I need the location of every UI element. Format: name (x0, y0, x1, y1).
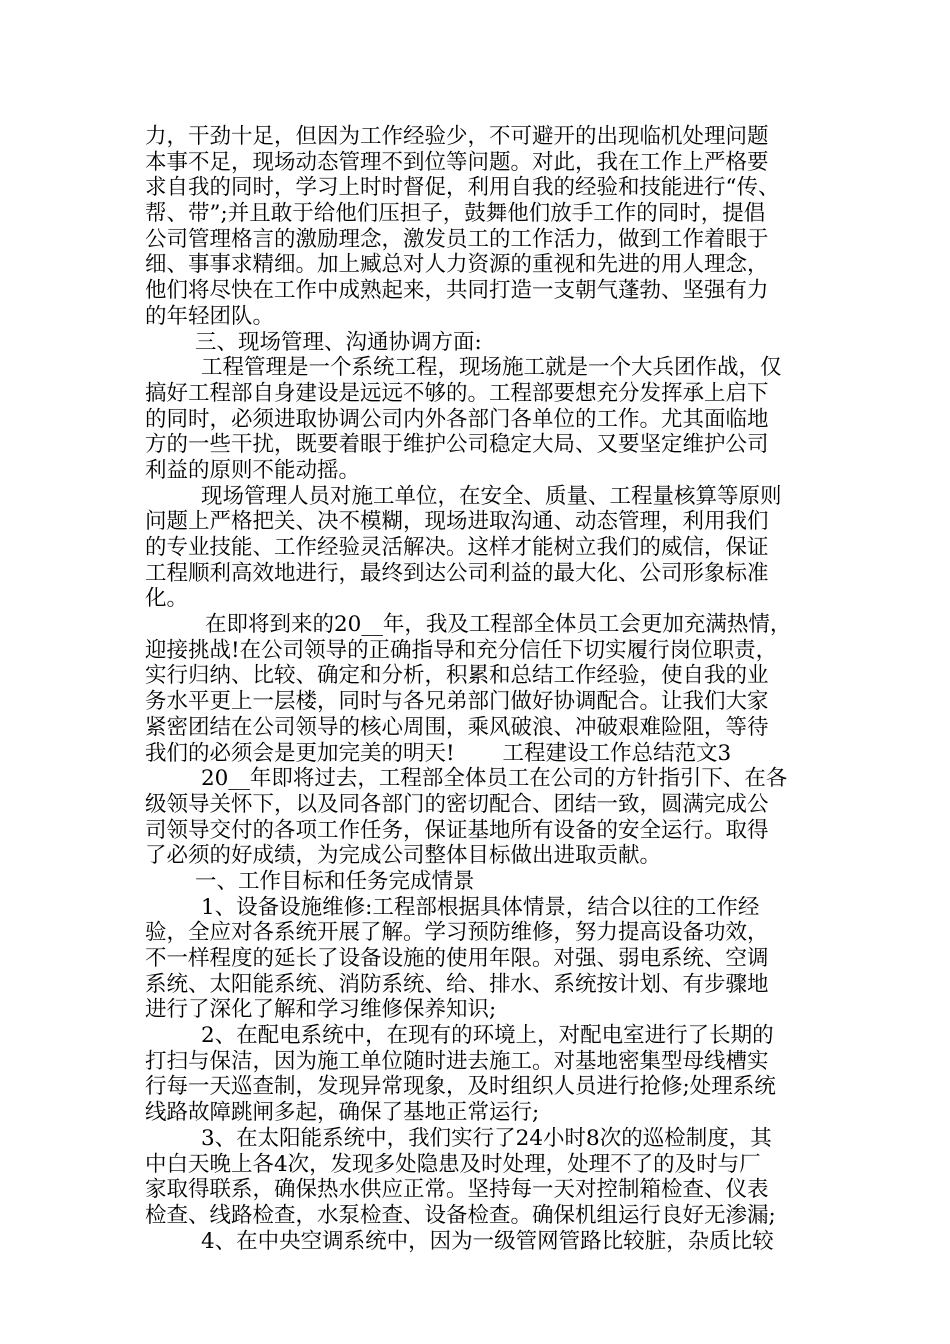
text-line: 打扫与保洁，因为施工单位随时进去施工。对基地密集型母线槽实 (145, 1048, 769, 1074)
text-line: 问题上严格把关、决不模糊，现场进取沟通、动态管理，利用我们 (145, 509, 769, 535)
text-line-content: 4、在中央空调系统中，因为一级管网管路比较脏，杂质比较 (201, 1228, 774, 1254)
text-line: 求自我的同时，学习上时时督促，利用自我的经验和技能进行“传、 (145, 175, 780, 201)
text-line-content: 现场管理人员对施工单位，在安全、质量、工程量核算等原则 (201, 483, 782, 509)
text-line: 力，干劲十足，但因为工作经验少，不可避开的出现临机处理问题 (145, 124, 769, 149)
text-line: 了必须的好成绩，为完成公司整体目标做出进取贡献。 (145, 843, 662, 869)
text-line: 进行了深化了解和学习维修保养知识; (145, 997, 497, 1023)
text-line: 的同时，必须进取协调公司内外各部门各单位的工作。尤其面临地 (145, 406, 769, 432)
text-line: 工程顺利高效地进行，最终到达公司利益的最大化、公司形象标准 (145, 560, 769, 586)
text-line: 务水平更上一层楼，同时与各兄弟部门做好协调配合。让我们大家 (145, 689, 769, 715)
text-line (145, 1023, 813, 1049)
text-line: 帮、带”;并且敢于给他们压担子，鼓舞他们放手工作的同时，提倡 (145, 201, 766, 227)
text-line-content: 1、设备设施维修:工程部根据具体情景，结合以往的工作经 (201, 894, 760, 920)
text-line (145, 1126, 813, 1152)
text-line: 不一样程度的延长了设备设施的使用年限。对强、弱电系统、空调 (145, 946, 769, 971)
text-line: 方的一些干扰，既要着眼于维护公司稳定大局、又要坚定维护公司 (145, 432, 769, 458)
text-line (145, 895, 813, 921)
text-line: 迎接挑战!在公司领导的正确指导和充分信任下切实履行岗位职责， (145, 637, 778, 663)
text-line: 家取得联系，确保热水供应正常。坚持每一天对控制箱检查、仪表 (145, 1177, 769, 1203)
text-line: 他们将尽快在工作中成熟起来，共同打造一支朝气蓬勃、坚强有力 (145, 278, 769, 304)
text-line: 检查、线路检查，水泵检查、设备检查。确保机组运行良好无渗漏; (145, 1202, 776, 1228)
text-line-content: 20__年即将过去，工程部全体员工在公司的方针指引下、在各 (201, 766, 788, 792)
text-line: 线路故障跳闸多起，确保了基地正常运行; (145, 1100, 540, 1126)
text-line: 本事不足，现场动态管理不到位等问题。对此，我在工作上严格要 (145, 149, 769, 175)
document-body (145, 124, 813, 1254)
text-line-content: 2、在配电系统中，在现有的环境上，对配电室进行了长期的 (201, 1023, 774, 1049)
text-line: 系统、太阳能系统、消防系统、给、排水、系统按计划、有步骤地 (145, 971, 769, 997)
text-line: 验，全应对各系统开展了解。学习预防维修，努力提高设备功效， (145, 920, 769, 946)
text-line: 的专业技能、工作经验灵活解决。这样才能树立我们的威信，保证 (145, 535, 769, 560)
text-line: 司领导交付的各项工作任务，保证基地所有设备的安全运行。取得 (145, 817, 769, 843)
text-line-content: 工程管理是一个系统工程，现场施工就是一个大兵团作战，仅 (201, 355, 782, 381)
text-line: 级领导关怀下，以及同各部门的密切配合、团结一致，圆满完成公 (145, 791, 769, 817)
text-line: 的年轻团队。 (145, 303, 275, 329)
text-line (145, 612, 813, 638)
text-line (145, 1229, 813, 1255)
text-line: 化。 (145, 586, 189, 612)
section-heading-text: 一、工作目标和任务完成情景 (195, 868, 475, 894)
text-line-content: 在即将到来的20__年，我及工程部全体员工会更加充满热情， (205, 612, 792, 638)
section-heading (145, 869, 813, 895)
text-line: 实行归纳、比较、确定和分析，积累和总结工作经验，使自我的业 (145, 663, 769, 689)
text-line: 细、事事求精细。加上臧总对人力资源的重视和先进的用人理念， (145, 252, 769, 278)
text-line: 行每一天巡查制，发现异常现象，及时组织人员进行抢修;处理系统 (145, 1074, 776, 1100)
text-line-content: 3、在太阳能系统中，我们实行了24小时8次的巡检制度，其 (201, 1125, 772, 1151)
text-line: 中白天晚上各4次，发现多处隐患及时处理，处理不了的及时与厂 (145, 1151, 761, 1177)
text-line: 公司管理格言的激励理念，激发员工的工作活力，做到工作着眼于 (145, 226, 769, 252)
text-line (145, 484, 813, 510)
text-line (145, 355, 813, 381)
text-line: 利益的原则不能动摇。 (145, 457, 361, 483)
section-heading-text: 三、现场管理、沟通协调方面: (195, 329, 482, 355)
text-line: 搞好工程部自身建设是远远不够的。工程部要想充分发挥承上启下 (145, 380, 769, 406)
text-line (145, 766, 813, 792)
section-heading (145, 330, 813, 356)
text-line: 我们的必须会是更加完美的明天! 工程建设工作总结范文3 (145, 740, 732, 766)
text-line: 紧密团结在公司领导的核心周围，乘风破浪、冲破艰难险阻，等待 (145, 714, 769, 740)
